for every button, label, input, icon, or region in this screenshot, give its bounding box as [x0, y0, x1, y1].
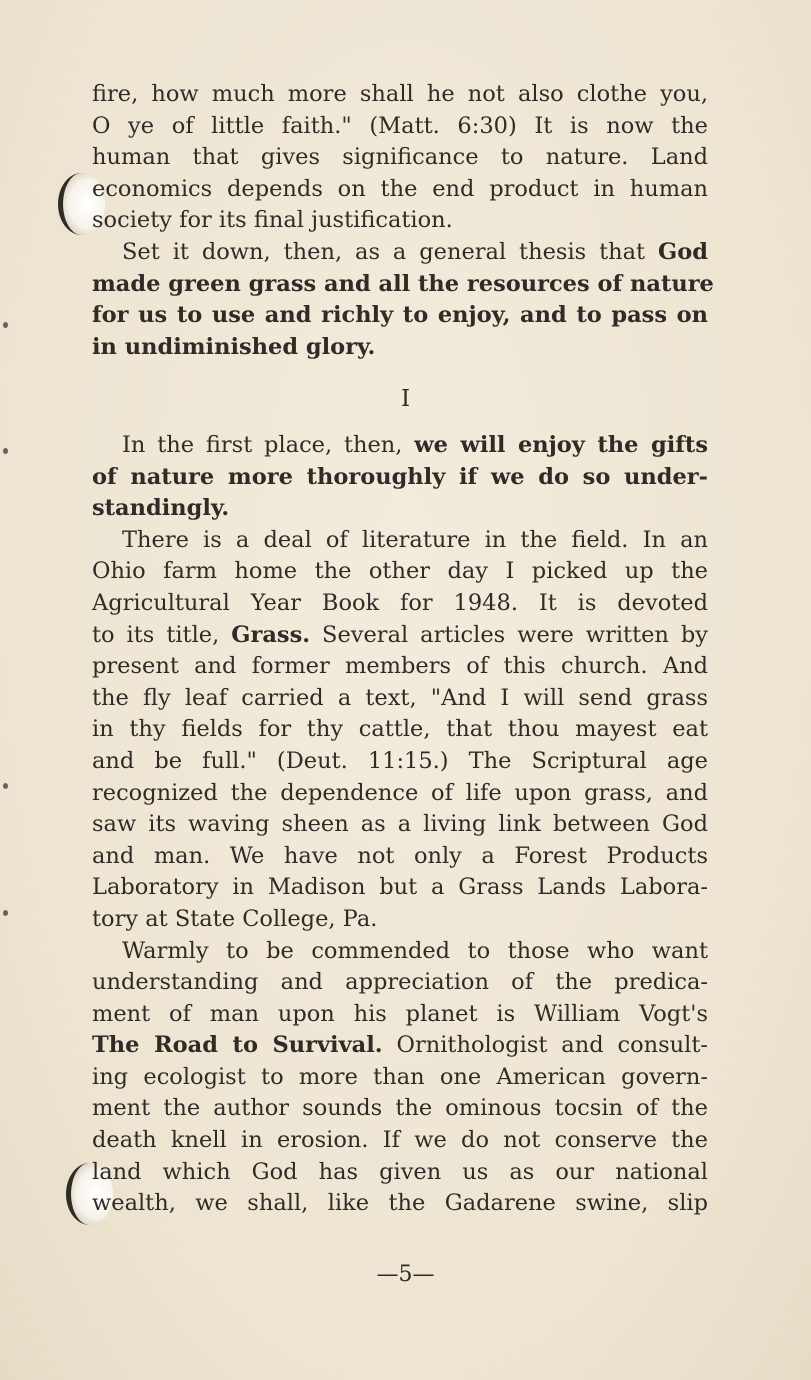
text-line: ment the author sounds the ominous tocsin of the	[92, 1095, 708, 1122]
text-line: present and former members of this church. And	[92, 653, 708, 680]
thesis-bold-line: in undiminished glory.	[92, 333, 376, 360]
text-line: death knell in erosion. If we do not conserve the	[92, 1127, 708, 1154]
text-line: land which God has given us as our national	[92, 1158, 708, 1185]
text-line: human that gives significance to nature. Land	[92, 144, 708, 171]
text-line: O ye of little faith." (Matt. 6:30) It is now the	[92, 112, 708, 139]
thesis-bold-line: made green grass and all the resources of nature	[92, 270, 714, 297]
first-place-bold-line: of nature more thoroughly if we do so under-	[92, 463, 708, 490]
text-line: wealth, we shall, like the Gadarene swine, slip	[92, 1190, 708, 1217]
text-line: recognized the dependence of life upon grass, and	[92, 779, 708, 806]
book-title-road-to-survival: The Road to Survival.	[92, 1032, 383, 1059]
first-place-bold-text: we will enjoy the gifts	[414, 432, 708, 458]
grass-title-line	[92, 620, 708, 652]
book-title-grass: Grass.	[231, 621, 311, 648]
text-line: Warmly to be commended to those who want	[122, 937, 708, 964]
text-line: fire, how much more shall he not also clothe you,	[92, 81, 708, 107]
text-line: understanding and appreciation of the predica-	[92, 969, 708, 996]
text-line: economics depends on the end product in human	[92, 175, 708, 202]
paper-speck	[3, 910, 8, 916]
paper-speck	[3, 448, 8, 454]
opening-text-block	[92, 79, 714, 363]
text-line: in thy fields for thy cattle, that thou mayest eat	[92, 716, 708, 743]
text-line: saw its waving sheen as a living link between God	[92, 811, 708, 838]
text-line: There is a deal of literature in the field. In an	[122, 526, 708, 553]
text-fragment: Several articles were written by	[310, 621, 708, 648]
text-line: Agricultural Year Book for 1948. It is devoted	[92, 589, 708, 616]
text-fragment: to its title,	[92, 621, 232, 648]
text-line: the fly leaf carried a text, "And I will send grass	[92, 684, 708, 711]
paper-speck	[3, 322, 8, 328]
first-place-text: In the first place, then,	[122, 432, 415, 458]
text-line: ment of man upon his planet is William Vogt's	[92, 1000, 708, 1027]
page-number: —5—	[376, 1262, 435, 1287]
thesis-text: Set it down, then, as a general thesis that	[122, 238, 659, 265]
text-fragment: Ornithologist and consult-	[382, 1032, 708, 1059]
text-line: and man. We have not only a Forest Products	[92, 842, 708, 869]
paper-speck	[3, 783, 8, 789]
first-place-line	[92, 430, 708, 462]
text-line: and be full." (Deut. 11:15.) The Scriptural age	[92, 747, 708, 774]
text-line: ing ecologist to more than one American govern-	[92, 1063, 708, 1090]
thesis-bold-text: God	[658, 238, 708, 265]
text-line: Ohio farm home the other day I picked up the	[92, 558, 708, 585]
road-to-survival-line	[92, 1030, 708, 1062]
main-text-block	[92, 430, 708, 1220]
thesis-line	[92, 237, 708, 269]
section-number: I	[400, 386, 411, 412]
text-line: Laboratory in Madison but a Grass Lands Labora-	[92, 874, 708, 901]
first-place-bold-line: standingly.	[92, 495, 230, 522]
text-line: tory at State College, Pa.	[92, 905, 378, 932]
thesis-bold-line: for us to use and richly to enjoy, and to pass on	[92, 302, 708, 329]
text-line: society for its final justification.	[92, 207, 453, 234]
